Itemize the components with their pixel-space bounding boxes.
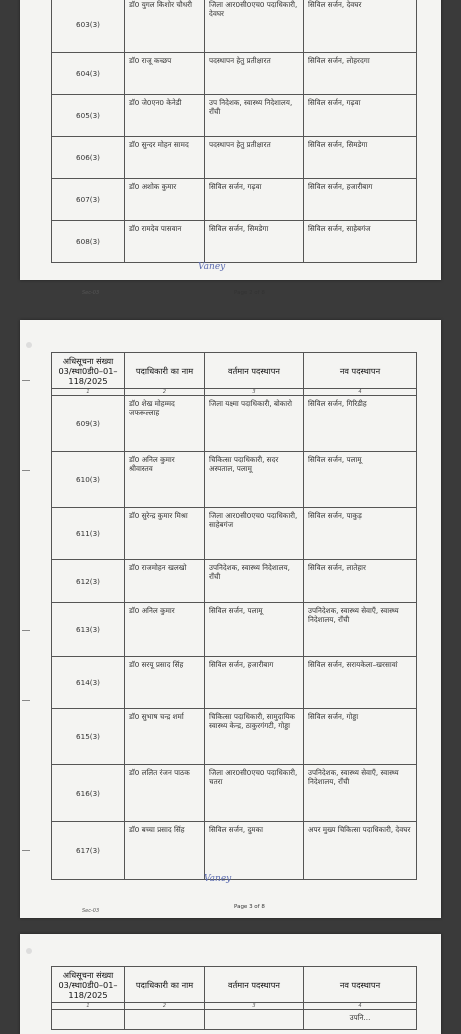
notification-number: 613(3) bbox=[52, 603, 125, 657]
current-posting: पदस्थापन हेतु प्रतीक्षारत bbox=[205, 53, 304, 95]
new-posting: सिविल सर्जन, सिमडेगा bbox=[304, 137, 417, 179]
section-label: Sec-03 bbox=[82, 908, 100, 914]
header-new-posting: नव पदस्थापन bbox=[304, 967, 417, 1003]
header-current-posting: वर्तमान पदस्थापन bbox=[205, 353, 304, 389]
new-posting: सिविल सर्जन, पलामू bbox=[304, 452, 417, 508]
current-posting: जिला यक्ष्मा पदाधिकारी, बोकारो bbox=[205, 396, 304, 452]
current-posting: उप निदेशक, स्वास्थ्य निदेशालय, राँची bbox=[205, 95, 304, 137]
notification-number: 608(3) bbox=[52, 221, 125, 263]
current-posting: सिविल सर्जन, हजारीबाग bbox=[205, 657, 304, 709]
new-posting: उपनिदेशक, स्वास्थ्य सेवाएँ, स्वास्थ्य निदेशालय, राँची bbox=[304, 603, 417, 657]
current-posting: सिविल सर्जन, दुमका bbox=[205, 822, 304, 880]
new-posting: सिविल सर्जन, देवघर bbox=[304, 0, 417, 53]
notification-number: 610(3) bbox=[52, 452, 125, 508]
document-page-3 bbox=[20, 320, 441, 918]
new-posting: अपर मुख्य चिकित्सा पदाधिकारी, देवघर bbox=[304, 822, 417, 880]
officer-name: डॉ0 बच्चा प्रसाद सिंह bbox=[125, 822, 205, 880]
table-row bbox=[52, 560, 417, 603]
table-cell bbox=[125, 1010, 205, 1030]
header-notification-number: अधिसूचना संख्या 03/स्था0डी0–01–118/2025 bbox=[52, 353, 125, 389]
notification-number: 614(3) bbox=[52, 657, 125, 709]
table-row bbox=[52, 709, 417, 765]
column-index: 2 bbox=[125, 1003, 205, 1010]
table-row bbox=[52, 396, 417, 452]
current-posting: सिविल सर्जन, गढ़वा bbox=[205, 179, 304, 221]
margin-mark bbox=[22, 700, 30, 701]
officer-name: डॉ0 सरयू प्रसाद सिंह bbox=[125, 657, 205, 709]
officer-name: डॉ0 राजमोहन खलखो bbox=[125, 560, 205, 603]
officer-name: डॉ0 सुभाष चन्द्र शर्मा bbox=[125, 709, 205, 765]
column-index: 2 bbox=[125, 389, 205, 396]
notification-number: 609(3) bbox=[52, 396, 125, 452]
column-index: 3 bbox=[205, 1003, 304, 1010]
document-page-4 bbox=[20, 934, 441, 1034]
table-row bbox=[52, 657, 417, 709]
officer-name: डॉ0 शेख मोहम्मद जफरूल्लाह bbox=[125, 396, 205, 452]
column-index: 4 bbox=[304, 389, 417, 396]
table-row bbox=[52, 822, 417, 880]
margin-mark bbox=[22, 850, 30, 851]
new-posting: सिविल सर्जन, लातेहार bbox=[304, 560, 417, 603]
new-posting: सिविल सर्जन, सरायकेला–खरसावां bbox=[304, 657, 417, 709]
current-posting: जिला आर0सी0एच0 पदाधिकारी, देवघर bbox=[205, 0, 304, 53]
table-row bbox=[52, 221, 417, 263]
column-index: 3 bbox=[205, 389, 304, 396]
current-posting: जिला आर0सी0एच0 पदाधिकारी, साहेबगंज bbox=[205, 508, 304, 560]
header-officer-name: पदाधिकारी का नाम bbox=[125, 353, 205, 389]
current-posting: उपनिदेशक, स्वास्थ्य निदेशालय, राँची bbox=[205, 560, 304, 603]
table-cell bbox=[52, 1010, 125, 1030]
posting-table-page-2 bbox=[51, 0, 417, 263]
officer-name: डॉ0 ललित रंजन पाठक bbox=[125, 765, 205, 822]
document-page-2 bbox=[20, 0, 441, 296]
margin-mark bbox=[22, 380, 30, 381]
table-row bbox=[52, 508, 417, 560]
current-posting: चिकित्सा पदाधिकारी, सामुदायिक स्वास्थ्य केन्द्र, ठाकुरगंगटी, गोड्डा bbox=[205, 709, 304, 765]
current-posting: चिकित्सा पदाधिकारी, सदर अस्पताल, पलामू bbox=[205, 452, 304, 508]
notification-number: 605(3) bbox=[52, 95, 125, 137]
punch-hole bbox=[26, 948, 32, 954]
posting-table-page-3 bbox=[51, 352, 417, 880]
notification-number: 615(3) bbox=[52, 709, 125, 765]
column-index: 4 bbox=[304, 1003, 417, 1010]
notification-number: 617(3) bbox=[52, 822, 125, 880]
notification-number: 603(3) bbox=[52, 0, 125, 53]
current-posting: पदस्थापन हेतु प्रतीक्षारत bbox=[205, 137, 304, 179]
new-posting: सिविल सर्जन, गढ़वा bbox=[304, 95, 417, 137]
margin-mark bbox=[22, 630, 30, 631]
margin-mark bbox=[22, 470, 30, 471]
new-posting: सिविल सर्जन, गिरिडीह bbox=[304, 396, 417, 452]
page-number: Page 2 of 8 bbox=[234, 290, 265, 296]
header-officer-name: पदाधिकारी का नाम bbox=[125, 967, 205, 1003]
table-row bbox=[52, 53, 417, 95]
new-posting: सिविल सर्जन, गोड्डा bbox=[304, 709, 417, 765]
officer-name: डॉ0 राजू कच्छप bbox=[125, 53, 205, 95]
table-row bbox=[52, 0, 417, 53]
officer-name: डॉ0 अशोक कुमार bbox=[125, 179, 205, 221]
officer-name: डॉ0 सुरेन्द्र कुमार मिश्रा bbox=[125, 508, 205, 560]
officer-name: डॉ0 सुन्दर मोहन सामद bbox=[125, 137, 205, 179]
header-new-posting: नव पदस्थापन bbox=[304, 353, 417, 389]
header-current-posting: वर्तमान पदस्थापन bbox=[205, 967, 304, 1003]
column-index: 1 bbox=[52, 1003, 125, 1010]
table-cell: उपनि... bbox=[304, 1010, 417, 1030]
current-posting: जिला आर0सी0एच0 पदाधिकारी, चतरा bbox=[205, 765, 304, 822]
notification-number: 606(3) bbox=[52, 137, 125, 179]
officer-name: डॉ0 रामदेव पासवान bbox=[125, 221, 205, 263]
new-posting: सिविल सर्जन, लोहरदगा bbox=[304, 53, 417, 95]
notification-number: 604(3) bbox=[52, 53, 125, 95]
new-posting: उपनिदेशक, स्वास्थ्य सेवाएँ, स्वास्थ्य निदेशालय, राँची bbox=[304, 765, 417, 822]
header-notification-number: अधिसूचना संख्या 03/स्था0डी0–01–118/2025 bbox=[52, 967, 125, 1003]
table-row bbox=[52, 765, 417, 822]
officer-name: डॉ0 युगल किशोर चौधरी bbox=[125, 0, 205, 53]
notification-number: 612(3) bbox=[52, 560, 125, 603]
signature: Vaney bbox=[204, 874, 232, 884]
officer-name: डॉ0 जे0एन0 केनेडी bbox=[125, 95, 205, 137]
table-cell bbox=[205, 1010, 304, 1030]
punch-hole bbox=[26, 342, 32, 348]
page-number: Page 3 of 8 bbox=[234, 904, 265, 910]
new-posting: सिविल सर्जन, हजारीबाग bbox=[304, 179, 417, 221]
officer-name: डॉ0 अनिल कुमार श्रीवास्तव bbox=[125, 452, 205, 508]
notification-number: 611(3) bbox=[52, 508, 125, 560]
notification-number: 607(3) bbox=[52, 179, 125, 221]
current-posting: सिविल सर्जन, पलामू bbox=[205, 603, 304, 657]
notification-number: 616(3) bbox=[52, 765, 125, 822]
table-row bbox=[52, 137, 417, 179]
current-posting: सिविल सर्जन, सिमडेगा bbox=[205, 221, 304, 263]
new-posting: सिविल सर्जन, साहेबगंज bbox=[304, 221, 417, 263]
section-label: Sec-03 bbox=[82, 290, 100, 296]
column-index: 1 bbox=[52, 389, 125, 396]
table-row bbox=[52, 603, 417, 657]
table-row bbox=[52, 95, 417, 137]
new-posting: सिविल सर्जन, पाकुड़ bbox=[304, 508, 417, 560]
signature: Vaney bbox=[198, 262, 226, 272]
posting-table-page-4 bbox=[51, 966, 417, 1030]
table-row bbox=[52, 452, 417, 508]
officer-name: डॉ0 अनिल कुमार bbox=[125, 603, 205, 657]
table-row bbox=[52, 179, 417, 221]
